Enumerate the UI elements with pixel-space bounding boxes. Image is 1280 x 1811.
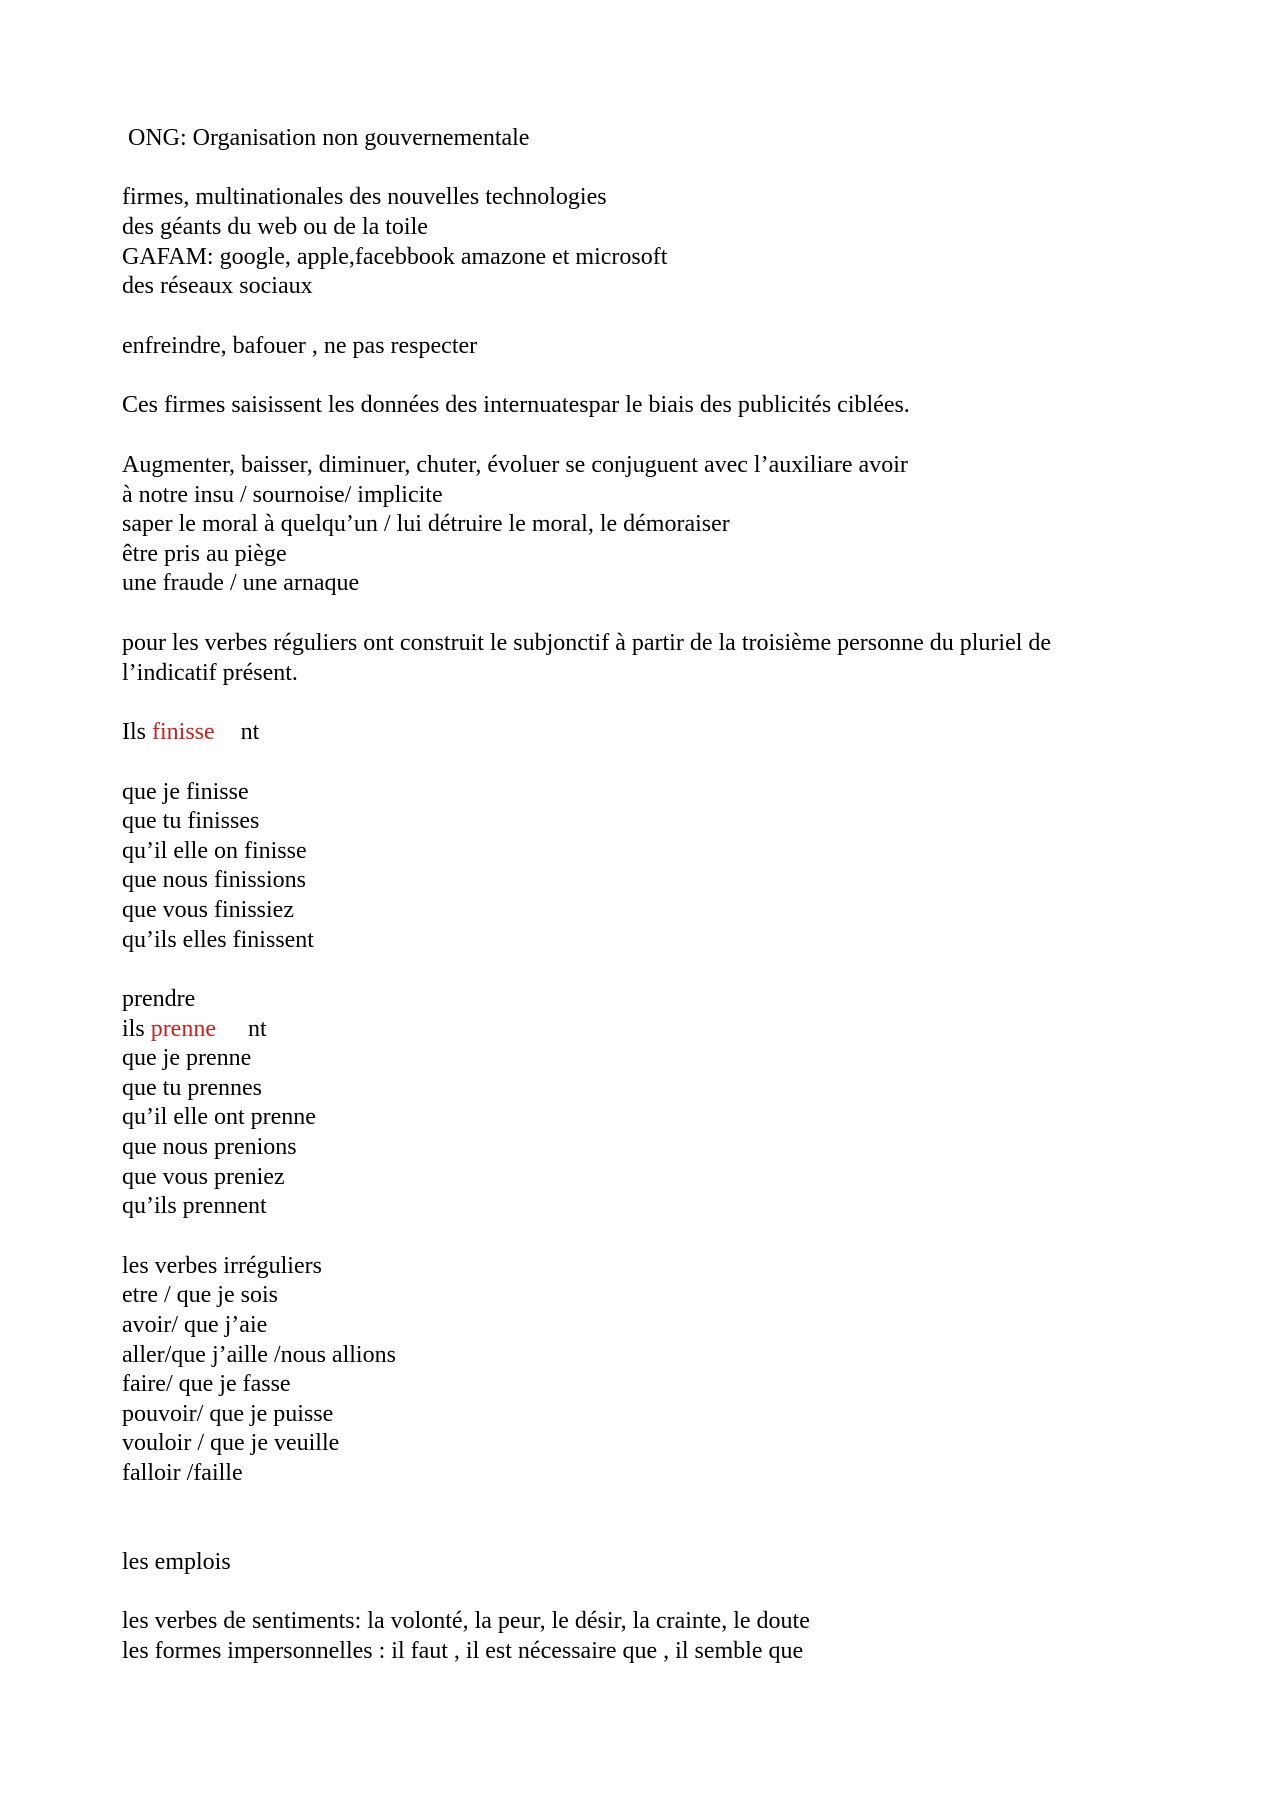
irregulier-item: vouloir / que je veuille xyxy=(122,1430,340,1456)
finir-stem-highlight: finisse xyxy=(152,719,215,745)
finir-form: que tu finisses xyxy=(122,808,260,834)
line-irreguliers-title: les verbes irréguliers xyxy=(122,1253,322,1279)
line-subjonctif-1: pour les verbes réguliers ont construit le subjonctif à partir de la troisième personne du pluriel de xyxy=(122,630,1052,656)
line-firmes: firmes, multinationales des nouvelles technologies xyxy=(122,184,607,210)
finir-form: que vous finissiez xyxy=(122,897,294,923)
finir-form: qu’il elle on finisse xyxy=(122,838,307,864)
prendre-example xyxy=(122,1014,267,1044)
line-saper: saper le moral à quelqu’un / lui détruire le moral, le démoraiser xyxy=(122,511,730,537)
line-ces-firmes: Ces firmes saisissent les données des internuatespar le biais des publicités ciblées. xyxy=(122,392,910,418)
line-piege: être pris au piège xyxy=(122,541,287,567)
irregulier-item: etre / que je sois xyxy=(122,1282,278,1308)
line-insu: à notre insu / sournoise/ implicite xyxy=(122,482,443,508)
line-geants: des géants du web ou de la toile xyxy=(122,214,428,240)
line-emplois: les emplois xyxy=(122,1549,231,1575)
line-enfreindre: enfreindre, bafouer , ne pas respecter xyxy=(122,333,478,359)
prendre-ending: nt xyxy=(247,1016,267,1042)
finir-form: que je finisse xyxy=(122,779,249,805)
line-prendre: prendre xyxy=(122,986,196,1012)
finir-form: qu’ils elles finissent xyxy=(122,927,314,953)
irregulier-item: aller/que j’aille /nous allions xyxy=(122,1342,396,1368)
line-augmenter: Augmenter, baisser, diminuer, chuter, évoluer se conjuguent avec l’auxiliare avoir xyxy=(122,452,908,478)
prendre-form: que nous prenions xyxy=(122,1134,297,1160)
finir-ending: nt xyxy=(240,719,260,745)
line-ong: ONG: Organisation non gouvernementale xyxy=(122,125,530,151)
line-subjonctif-2: l’indicatif présent. xyxy=(122,660,298,686)
finir-prefix: Ils xyxy=(122,719,152,745)
line-fraude: une fraude / une arnaque xyxy=(122,570,360,596)
irregulier-item: pouvoir/ que je puisse xyxy=(122,1401,334,1427)
finir-example xyxy=(122,717,259,747)
line-reseaux: des réseaux sociaux xyxy=(122,273,313,299)
line-impersonnelles: les formes impersonnelles : il faut , il est nécessaire que , il semble que xyxy=(122,1638,804,1664)
line-sentiments: les verbes de sentiments: la volonté, la peur, le désir, la crainte, le doute xyxy=(122,1608,810,1634)
irregulier-item: avoir/ que j’aie xyxy=(122,1312,268,1338)
prendre-form: qu’ils prennent xyxy=(122,1193,267,1219)
prendre-form: que je prenne xyxy=(122,1045,252,1071)
line-gafam: GAFAM: google, apple,facebbook amazone et microsoft xyxy=(122,244,668,270)
irregulier-item: falloir /faille xyxy=(122,1460,243,1486)
prendre-form: qu’il elle ont prenne xyxy=(122,1104,316,1130)
prendre-prefix: ils xyxy=(122,1016,151,1042)
irregulier-item: faire/ que je fasse xyxy=(122,1371,291,1397)
finir-form: que nous finissions xyxy=(122,867,307,893)
prendre-stem-highlight: prenne xyxy=(150,1016,216,1042)
prendre-form: que tu prennes xyxy=(122,1075,262,1101)
prendre-form: que vous preniez xyxy=(122,1164,285,1190)
